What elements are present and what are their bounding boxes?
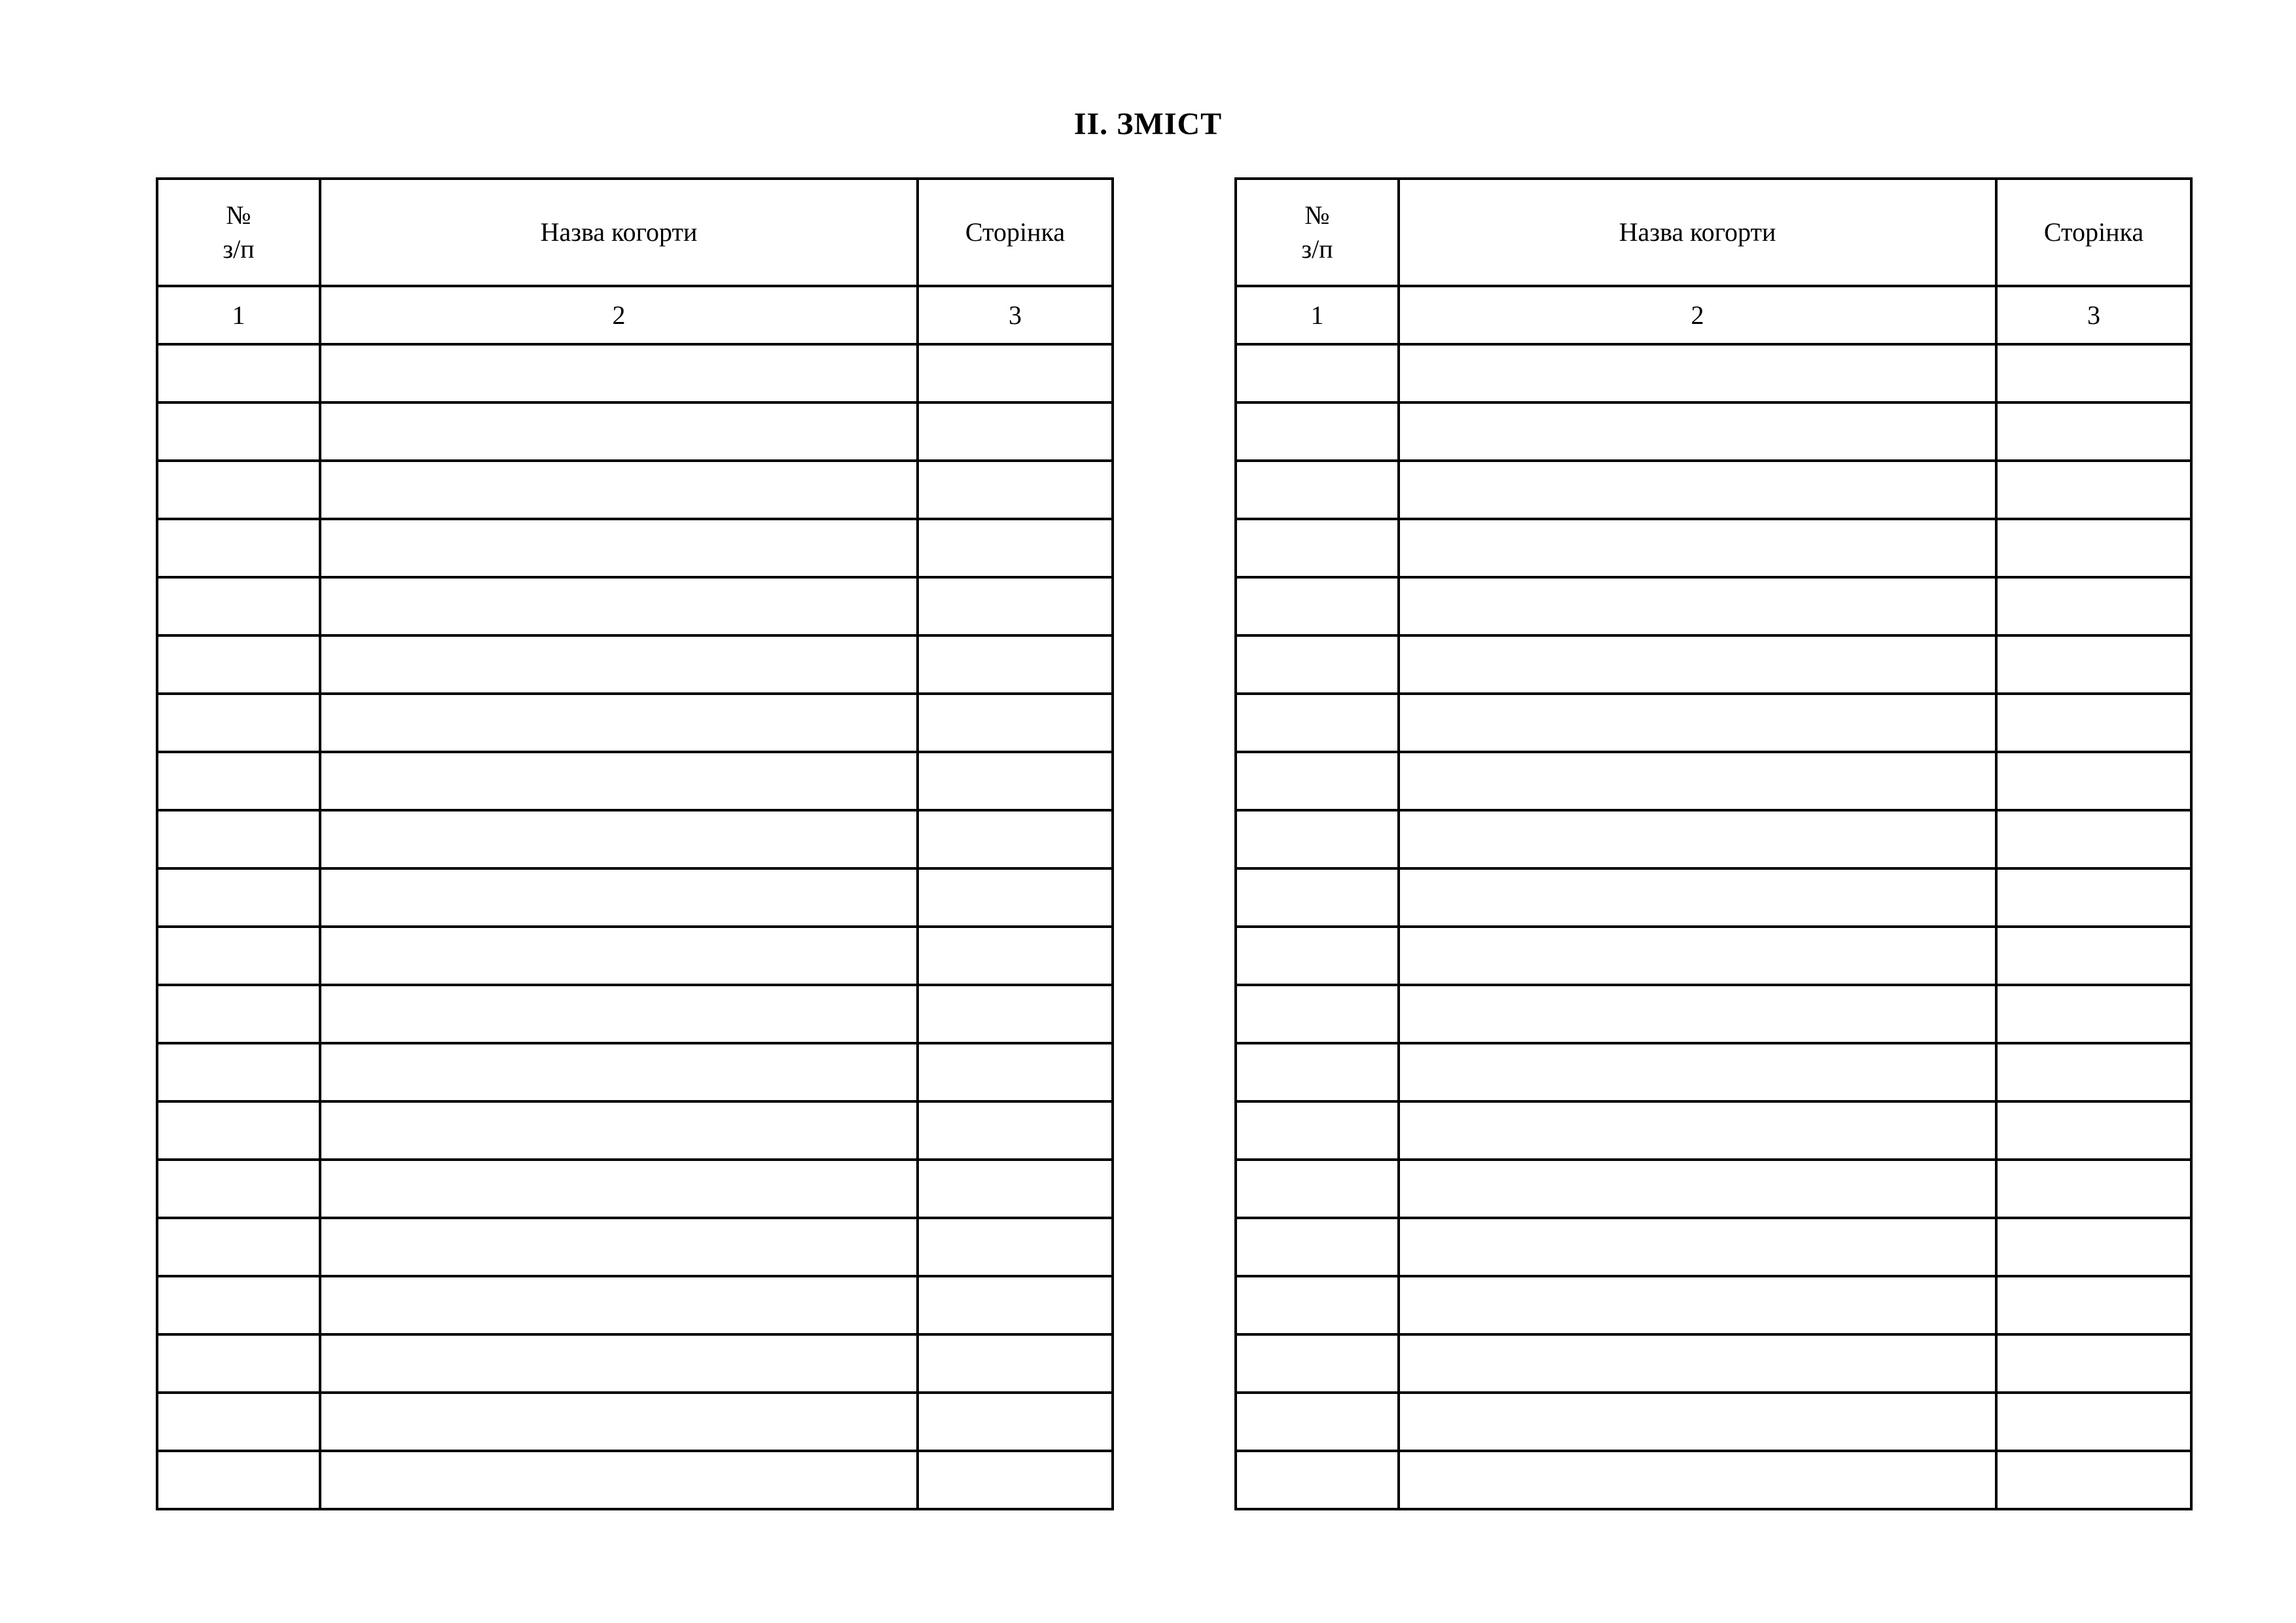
entry-cohort-name-cell — [1399, 694, 1996, 752]
entries-body — [157, 344, 1113, 1509]
table-row — [1236, 344, 2191, 402]
entry-number-cell — [157, 694, 320, 752]
table-row — [157, 635, 1113, 694]
entry-page-cell — [1996, 694, 2191, 752]
entry-number-cell — [1236, 868, 1399, 927]
entry-cohort-name-cell — [320, 1393, 918, 1451]
contents-table-right — [1234, 177, 2193, 1510]
entry-page-cell — [1996, 752, 2191, 810]
entry-cohort-name-cell — [1399, 635, 1996, 694]
table-row — [1236, 927, 2191, 985]
table-row — [1236, 635, 2191, 694]
entry-page-cell — [1996, 1393, 2191, 1451]
entry-cohort-name-cell — [320, 461, 918, 519]
entry-page-cell — [918, 810, 1113, 868]
entry-number-cell — [157, 927, 320, 985]
table-row — [157, 402, 1113, 461]
entry-page-cell — [918, 1334, 1113, 1393]
header-cohort-name: Назва когорти — [320, 179, 918, 286]
entry-page-cell — [1996, 1160, 2191, 1218]
table-row — [157, 577, 1113, 635]
entry-cohort-name-cell — [1399, 985, 1996, 1043]
entry-cohort-name-cell — [320, 1160, 918, 1218]
entry-cohort-name-cell — [1399, 1101, 1996, 1160]
table-row — [1236, 810, 2191, 868]
entry-page-cell — [918, 461, 1113, 519]
entry-number-cell — [157, 461, 320, 519]
entry-page-cell — [918, 1043, 1113, 1101]
entry-cohort-name-cell — [1399, 461, 1996, 519]
entry-page-cell — [1996, 1043, 2191, 1101]
entry-number-cell — [157, 344, 320, 402]
table-row — [157, 752, 1113, 810]
entry-cohort-name-cell — [1399, 1334, 1996, 1393]
table-row — [1236, 1160, 2191, 1218]
entry-page-cell — [918, 1451, 1113, 1509]
page-title: II. ЗМІСТ — [1073, 107, 1223, 141]
entry-number-cell — [1236, 1043, 1399, 1101]
table-row — [157, 1276, 1113, 1334]
header-page: Сторінка — [918, 179, 1113, 286]
contents-table-left — [156, 177, 1114, 1510]
table-row — [1236, 868, 2191, 927]
entry-page-cell — [918, 694, 1113, 752]
entries-body — [1236, 344, 2191, 1509]
entry-number-cell — [157, 868, 320, 927]
entry-cohort-name-cell — [1399, 1276, 1996, 1334]
entry-page-cell — [1996, 402, 2191, 461]
column-number-1: 1 — [1236, 286, 1399, 344]
entry-number-cell — [1236, 810, 1399, 868]
entry-number-cell — [1236, 1334, 1399, 1393]
entry-number-cell — [1236, 461, 1399, 519]
header-row — [157, 179, 1113, 286]
entry-cohort-name-cell — [1399, 1160, 1996, 1218]
entry-cohort-name-cell — [320, 402, 918, 461]
entry-number-cell — [157, 402, 320, 461]
entry-page-cell — [1996, 461, 2191, 519]
entry-cohort-name-cell — [1399, 402, 1996, 461]
entry-cohort-name-cell — [320, 1451, 918, 1509]
entry-cohort-name-cell — [1399, 1393, 1996, 1451]
entry-number-cell — [1236, 344, 1399, 402]
table-row — [157, 461, 1113, 519]
header-number-abbr: з/п — [223, 234, 255, 264]
table-row — [1236, 519, 2191, 577]
entry-cohort-name-cell — [320, 1043, 918, 1101]
entry-page-cell — [918, 985, 1113, 1043]
table-row — [1236, 752, 2191, 810]
entry-cohort-name-cell — [320, 810, 918, 868]
table-row — [1236, 1276, 2191, 1334]
entry-page-cell — [1996, 1334, 2191, 1393]
table-row — [1236, 694, 2191, 752]
entry-page-cell — [1996, 985, 2191, 1043]
table-row — [157, 694, 1113, 752]
entry-page-cell — [1996, 519, 2191, 577]
header-number — [157, 179, 320, 286]
column-number-2: 2 — [320, 286, 918, 344]
entry-page-cell — [918, 752, 1113, 810]
entry-page-cell — [1996, 810, 2191, 868]
entry-number-cell — [157, 1218, 320, 1276]
entry-page-cell — [918, 577, 1113, 635]
entry-page-cell — [918, 519, 1113, 577]
entry-page-cell — [1996, 1276, 2191, 1334]
entry-number-cell — [1236, 1276, 1399, 1334]
table-row — [1236, 1451, 2191, 1509]
header-number-symbol: № — [226, 200, 251, 230]
table-row — [157, 985, 1113, 1043]
entry-page-cell — [1996, 635, 2191, 694]
entry-cohort-name-cell — [1399, 927, 1996, 985]
table-row — [157, 927, 1113, 985]
table-row — [157, 1451, 1113, 1509]
table-row — [1236, 985, 2191, 1043]
entry-page-cell — [918, 1160, 1113, 1218]
column-number-2: 2 — [1399, 286, 1996, 344]
entry-cohort-name-cell — [1399, 868, 1996, 927]
entry-number-cell — [1236, 1160, 1399, 1218]
table-row — [1236, 1043, 2191, 1101]
entry-number-cell — [157, 1160, 320, 1218]
table-row — [157, 1101, 1113, 1160]
entry-cohort-name-cell — [320, 1276, 918, 1334]
entry-cohort-name-cell — [1399, 810, 1996, 868]
entry-cohort-name-cell — [320, 868, 918, 927]
entry-cohort-name-cell — [1399, 519, 1996, 577]
entry-number-cell — [1236, 694, 1399, 752]
table-row — [1236, 1334, 2191, 1393]
table-row — [157, 519, 1113, 577]
entry-cohort-name-cell — [320, 1334, 918, 1393]
entry-page-cell — [918, 927, 1113, 985]
entry-number-cell — [1236, 1101, 1399, 1160]
table-row — [1236, 461, 2191, 519]
entry-cohort-name-cell — [1399, 1043, 1996, 1101]
entry-number-cell — [157, 1393, 320, 1451]
entry-cohort-name-cell — [320, 635, 918, 694]
header-number-abbr: з/п — [1301, 234, 1333, 264]
table-row — [1236, 577, 2191, 635]
entry-cohort-name-cell — [320, 927, 918, 985]
entry-page-cell — [918, 1393, 1113, 1451]
entry-cohort-name-cell — [320, 1218, 918, 1276]
entry-page-cell — [1996, 1451, 2191, 1509]
entry-number-cell — [157, 577, 320, 635]
table-row — [157, 1218, 1113, 1276]
entry-page-cell — [918, 1218, 1113, 1276]
entry-number-cell — [157, 635, 320, 694]
entry-number-cell — [1236, 927, 1399, 985]
entry-cohort-name-cell — [320, 519, 918, 577]
entry-number-cell — [157, 1451, 320, 1509]
entry-page-cell — [1996, 344, 2191, 402]
table-row — [1236, 1101, 2191, 1160]
entry-number-cell — [157, 1276, 320, 1334]
table-row — [157, 868, 1113, 927]
entry-number-cell — [157, 519, 320, 577]
table-row — [157, 1043, 1113, 1101]
entry-number-cell — [1236, 402, 1399, 461]
table-row — [157, 344, 1113, 402]
entry-cohort-name-cell — [320, 1101, 918, 1160]
entry-number-cell — [1236, 1393, 1399, 1451]
entry-cohort-name-cell — [1399, 1451, 1996, 1509]
table-row — [157, 810, 1113, 868]
table-row — [1236, 402, 2191, 461]
entry-cohort-name-cell — [1399, 1218, 1996, 1276]
entry-page-cell — [1996, 1218, 2191, 1276]
entry-page-cell — [1996, 1101, 2191, 1160]
column-number-3: 3 — [918, 286, 1113, 344]
entry-page-cell — [918, 635, 1113, 694]
entry-page-cell — [918, 868, 1113, 927]
entry-number-cell — [157, 1043, 320, 1101]
entry-number-cell — [1236, 1451, 1399, 1509]
header-number-symbol: № — [1304, 200, 1330, 230]
table-row — [157, 1160, 1113, 1218]
entry-number-cell — [157, 1334, 320, 1393]
header-page: Сторінка — [1996, 179, 2191, 286]
entry-cohort-name-cell — [320, 577, 918, 635]
table-row — [1236, 1218, 2191, 1276]
entry-cohort-name-cell — [1399, 752, 1996, 810]
entry-cohort-name-cell — [1399, 344, 1996, 402]
header-number — [1236, 179, 1399, 286]
entry-page-cell — [1996, 868, 2191, 927]
entry-page-cell — [918, 402, 1113, 461]
entry-number-cell — [1236, 985, 1399, 1043]
column-number-3: 3 — [1996, 286, 2191, 344]
entry-page-cell — [918, 344, 1113, 402]
entry-number-cell — [1236, 635, 1399, 694]
header-cohort-name: Назва когорти — [1399, 179, 1996, 286]
entry-cohort-name-cell — [320, 694, 918, 752]
table-row — [1236, 1393, 2191, 1451]
entry-cohort-name-cell — [320, 752, 918, 810]
table-row — [157, 1393, 1113, 1451]
entry-number-cell — [157, 752, 320, 810]
entry-page-cell — [918, 1276, 1113, 1334]
entry-number-cell — [1236, 519, 1399, 577]
entry-number-cell — [1236, 577, 1399, 635]
entry-number-cell — [1236, 1218, 1399, 1276]
entry-number-cell — [157, 985, 320, 1043]
entry-number-cell — [1236, 752, 1399, 810]
header-row — [1236, 179, 2191, 286]
entry-cohort-name-cell — [320, 985, 918, 1043]
column-number-row — [157, 286, 1113, 344]
entry-page-cell — [918, 1101, 1113, 1160]
entry-page-cell — [1996, 927, 2191, 985]
entry-cohort-name-cell — [320, 344, 918, 402]
entry-cohort-name-cell — [1399, 577, 1996, 635]
table-row — [157, 1334, 1113, 1393]
entry-number-cell — [157, 1101, 320, 1160]
column-number-1: 1 — [157, 286, 320, 344]
entry-number-cell — [157, 810, 320, 868]
entry-page-cell — [1996, 577, 2191, 635]
column-number-row — [1236, 286, 2191, 344]
